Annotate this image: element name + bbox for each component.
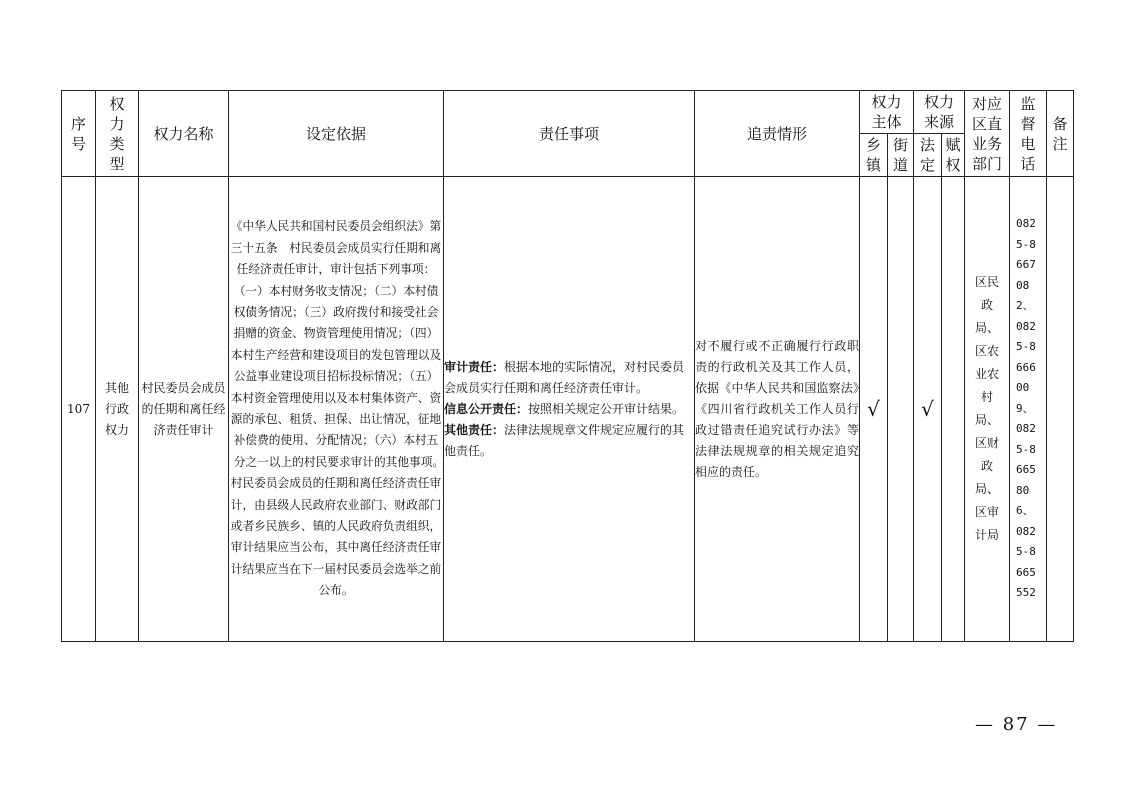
header-seq: 序号 xyxy=(62,91,96,177)
header-responsibility: 责任事项 xyxy=(444,91,695,177)
row-dept: 区民政局、区农业农村局、区财政局、区审计局 xyxy=(965,177,1010,642)
resp-other-text: 法律法规规章文件规定应履行的其他责任。 xyxy=(444,422,685,458)
resp-audit-label: 审计责任： xyxy=(444,359,505,374)
row-legal-check: √ xyxy=(914,177,942,642)
row-street-check xyxy=(888,177,914,642)
row-basis: 《中华人民共和国村民委员会组织法》第三十五条 村民委员会成员实行任期和离任经济责任审计，审计包括下列事项：（一）本村财务收支情况；（二）本村债权债务情况；（三）政府拨付和接受社会捐赠的资金、物资管理使用情况；（四）本村生产经营和建设项目的发包管理以及公益事业建设项目招标投标情况；（五）本村资金管理使用以及本村集体资产、资源的承包、租赁、担保、出让情况，征地补偿费的使用、分配情况；（六）本村五分之一以上的村民要求审计的其他事项。 村民委员会成员的任期和离任经济责任审计，由县级人民政府农业部门、财政部门或者乡民族乡、镇的人民政府负责组织，审计结果应当公布，其中离任经济责任审计结果应当在下一届村民委员会选举之前公布。 xyxy=(229,177,444,642)
header-accountability: 追责情形 xyxy=(695,91,860,177)
header-basis: 设定依据 xyxy=(229,91,444,177)
header-phone: 监督电话 xyxy=(1010,91,1047,177)
row-granted-check xyxy=(942,177,965,642)
row-name: 村民委员会成员的任期和离任经济责任审计 xyxy=(139,177,229,642)
header-type: 权力类型 xyxy=(96,91,139,177)
table-row xyxy=(62,177,1074,642)
power-list-table xyxy=(61,90,1074,642)
header-dept: 对应区直业务部门 xyxy=(965,91,1010,177)
header-source-granted: 赋权 xyxy=(942,134,965,177)
header-remark: 备注 xyxy=(1047,91,1074,177)
row-seq: 107 xyxy=(62,177,96,642)
row-type: 其他行政权力 xyxy=(96,177,139,642)
header-source: 权力来源 xyxy=(914,91,965,134)
header-name: 权力名称 xyxy=(139,91,229,177)
header-subject-town: 乡镇 xyxy=(860,134,888,177)
row-phone: 0825-8667082、0825-8666009、0825-8665806、0825-8665552 xyxy=(1010,177,1047,642)
row-remark xyxy=(1047,177,1074,642)
header-subject: 权力主体 xyxy=(860,91,914,134)
row-town-check: √ xyxy=(860,177,888,642)
row-responsibility xyxy=(444,177,695,642)
resp-public-label: 信息公开责任： xyxy=(444,401,529,416)
resp-public-text: 按照相关规定公开审计结果。 xyxy=(528,401,685,416)
row-accountability: 对不履行或不正确履行行政职责的行政机关及其工作人员，依据《中华人民共和国监察法》《四川省行政机关工作人员行政过错责任追究试行办法》等法律法规规章的相关规定追究相应的责任。 xyxy=(695,177,860,642)
page-number: — 87 — xyxy=(975,714,1058,735)
resp-audit-text: 根据本地的实际情况，对村民委员会成员实行任期和离任经济责任审计。 xyxy=(444,359,685,395)
header-source-legal: 法定 xyxy=(914,134,942,177)
header-subject-street: 街道 xyxy=(888,134,914,177)
resp-other-label: 其他责任： xyxy=(444,422,505,437)
